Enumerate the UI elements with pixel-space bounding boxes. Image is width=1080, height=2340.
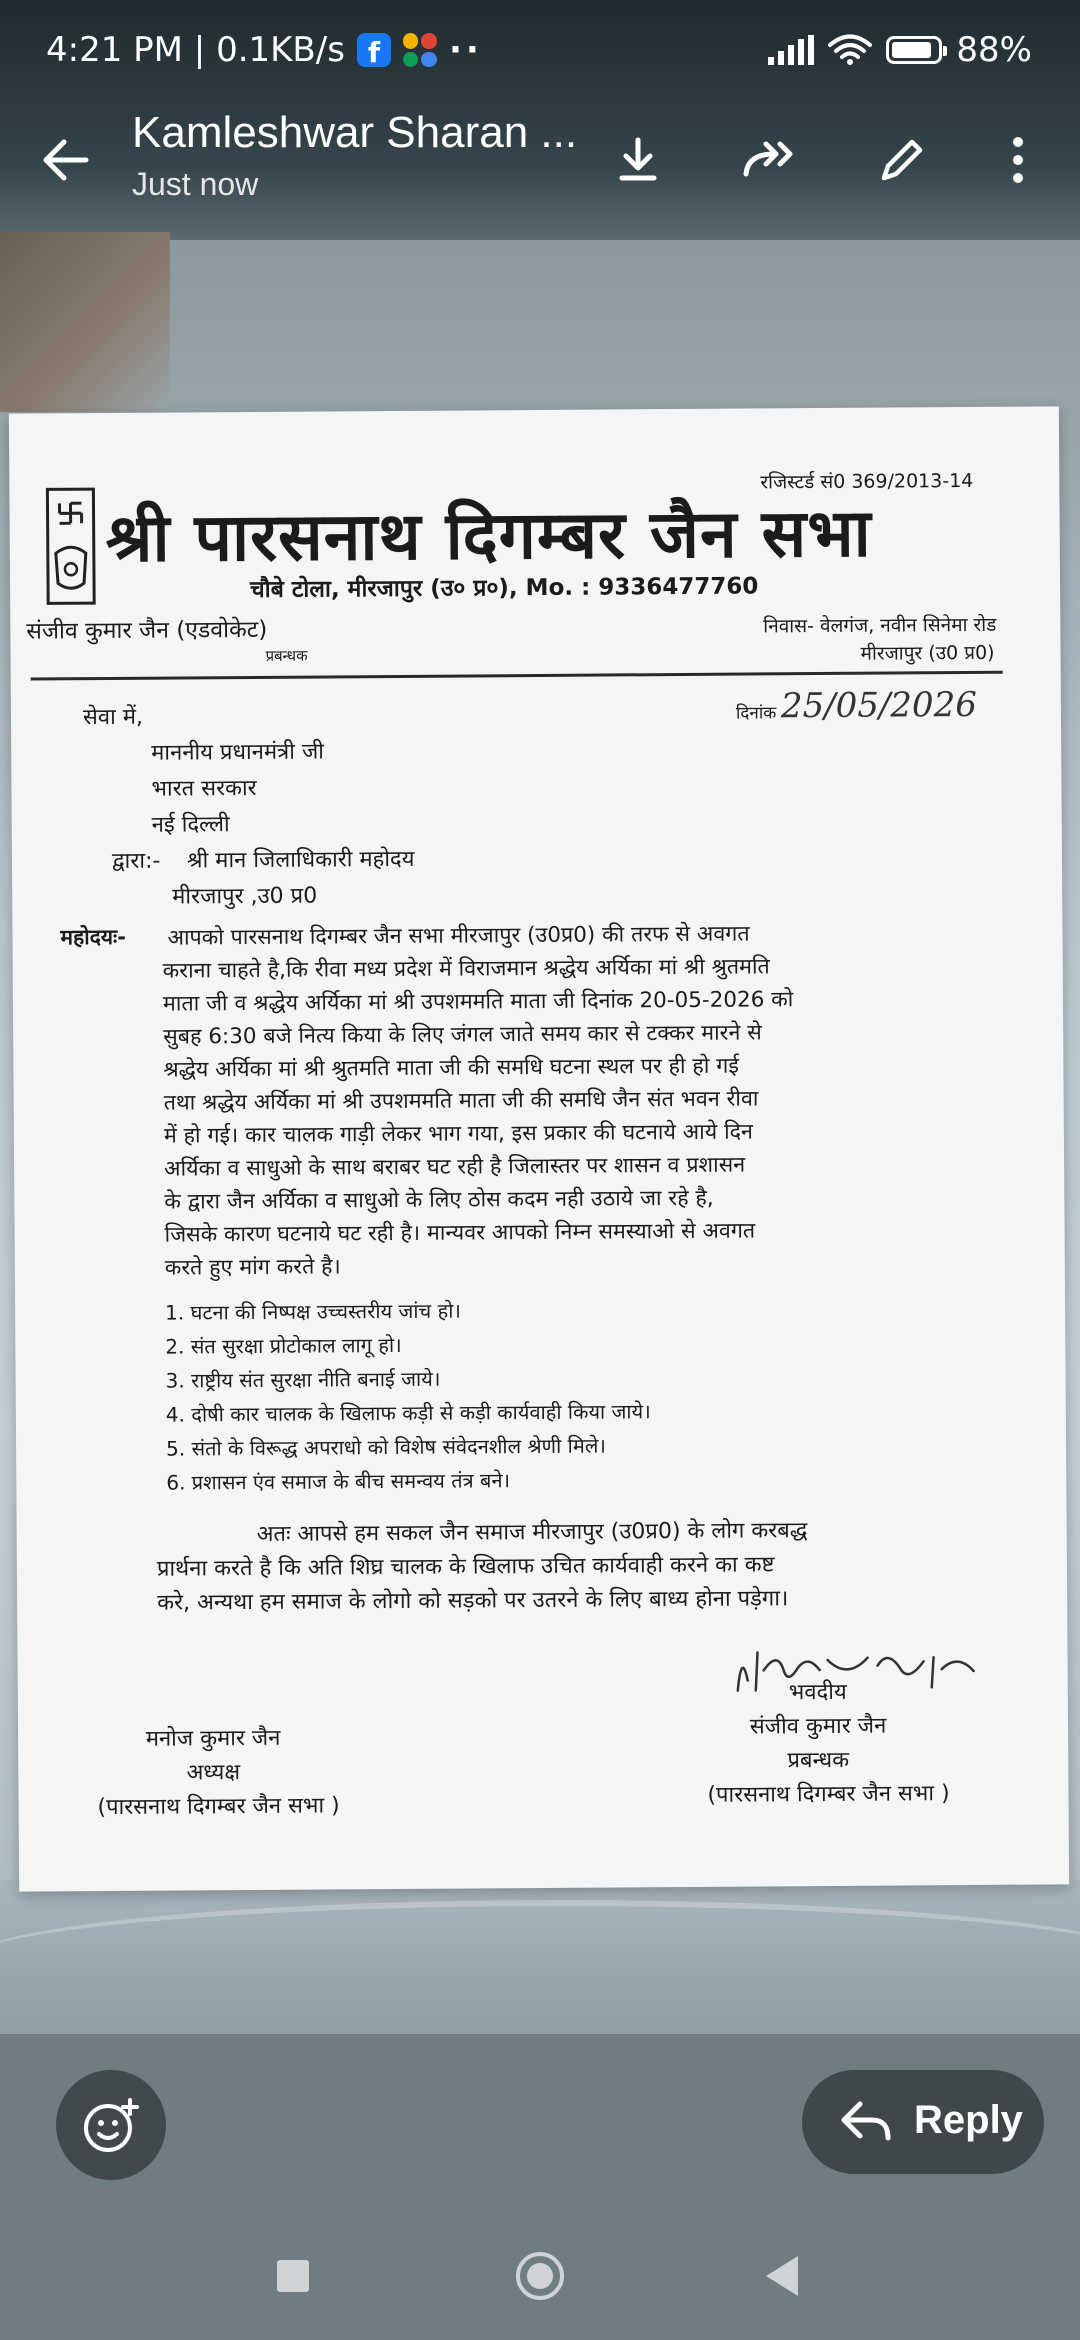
body-line: में हो गई। कार चालक गाड़ी लेकर भाग गया, इस प्रकार की घटनाये आये दिन — [163, 1119, 754, 1149]
body-line: माता जी व श्रद्धेय अर्यिका मां श्री उपशममति माता जी दिनांक 20-05-2026 को — [162, 987, 794, 1017]
date-label: दिनांक — [735, 703, 777, 724]
more-icon[interactable] — [986, 128, 1050, 192]
body-line: करते हुए मांग करते है। — [164, 1254, 341, 1281]
via-label: द्वारा:- — [111, 848, 161, 874]
status-bar — [0, 0, 1080, 100]
via-name: श्री मान जिलाधिकारी महोदय — [186, 846, 415, 874]
demand-point: 5. संतो के विरूद्ध अपराधो को विशेष संवेदनशील श्रेणी मिले। — [165, 1433, 606, 1461]
sender-name: Kamleshwar Sharan ... — [132, 108, 578, 157]
status-left — [46, 30, 483, 70]
react-emoji-button[interactable] — [56, 2070, 166, 2180]
sign-left-line: (पारसनाथ दिगम्बर जैन सभा ) — [97, 1793, 340, 1821]
sign-right-line: (पारसनाथ दिगम्बर जैन सभा ) — [707, 1781, 950, 1808]
sign-right-line: प्रबन्धक — [787, 1747, 850, 1774]
photo-cloth-fold — [0, 1900, 1080, 2026]
body-line: जिसके कारण घटनाये घट रही है। मान्यवर आपको निम्न समस्याओ से अवगत — [164, 1218, 756, 1248]
registration-number: रजिस्टर्ड सं0 369/2013-14 — [760, 469, 974, 494]
residence-address-line-1: निवास- वेलगंज, नवीन सिनेमा रोड — [763, 613, 997, 638]
body-line: सुबह 6:30 बजे नित्य किया के लिए जंगल जाते समय कार से टक्कर मारने से — [163, 1020, 762, 1050]
edit-icon[interactable] — [870, 128, 934, 192]
sign-right-line: संजीव कुमार जैन — [749, 1713, 887, 1740]
forward-icon[interactable] — [738, 128, 802, 192]
closing-line: प्रार्थना करते है कि अति शिघ्र चालक के खिलाफ उचित कार्यवाही करने का कष्ट — [156, 1552, 775, 1582]
recipient-line: नई दिल्ली — [151, 812, 230, 838]
salutation: महोदयः- — [60, 924, 127, 950]
date-handwritten: 25/05/2026 — [780, 684, 978, 727]
reply-button[interactable] — [802, 2070, 1044, 2174]
via-place: मीरजापुर ,उ0 प्र0 — [172, 883, 318, 910]
jain-emblem-icon — [35, 483, 106, 611]
body-line: आपको पारसनाथ दिगम्बर जैन सभा मीरजापुर (उ0प्र0) की तरफ से अवगत — [167, 921, 750, 951]
battery-icon — [886, 36, 942, 64]
viewer-header — [0, 100, 1080, 230]
battery-level-fill — [892, 42, 931, 58]
back-arrow-icon[interactable] — [36, 130, 96, 190]
reply-arrow-icon — [838, 2098, 894, 2146]
demand-point: 2. संत सुरक्षा प्रोटोकाल लागू हो। — [165, 1332, 402, 1359]
system-nav-bar — [0, 2230, 1080, 2340]
demand-point: 4. दोषी कार चालक के खिलाफ कड़ी से कड़ी कार्यवाही किया जाये। — [165, 1399, 651, 1427]
left-officer-role: प्रबन्धक — [265, 646, 308, 665]
sign-right-line: भवदीय — [788, 1679, 847, 1706]
emoji-add-icon — [56, 2070, 166, 2180]
body-line: अर्यिका व साधुओ के साथ बराबर घट रही है जिलास्तर पर शासन व प्रशासन — [164, 1152, 746, 1182]
body-line: के द्वारा जैन अर्यिका व साधुओ के लिए ठोस कदम नही उठाये जा रहे है, — [164, 1185, 714, 1215]
home-icon[interactable] — [514, 2250, 566, 2302]
closing-line: अतः आपसे हम सकल जैन समाज मीरजापुर (उ0प्र0) के लोग करबद्ध — [256, 1518, 808, 1547]
body-line: कराना चाहते है,कि रीवा मध्य प्रदेश में विराजमान श्रद्धेय अर्यिका मां श्री श्रुतमति — [162, 954, 770, 984]
signal-icon — [768, 35, 814, 65]
download-icon[interactable] — [606, 128, 670, 192]
reply-label: Reply — [914, 2098, 1023, 2142]
status-more-dots: ·· — [448, 30, 483, 70]
status-right — [768, 30, 1032, 70]
left-officer-name: संजीव कुमार जैन (एडवोकेट) — [26, 616, 268, 645]
status-time: 4:21 PM | 0.1KB/s — [46, 30, 345, 70]
recipient-line: माननीय प्रधानमंत्री जी — [151, 739, 325, 766]
organization-address: चौबे टोला, मीरजापुर (उ० प्र०), Mo. : 9336477760 — [249, 573, 759, 604]
sign-left-line: मनोज कुमार जैन — [145, 1725, 281, 1752]
closing-line: करे, अन्यथा हम समाज के लोगो को सड़को पर उतरने के लिए बाध्य होना पड़ेगा। — [157, 1586, 789, 1616]
letter-photo — [9, 406, 1069, 1891]
residence-address-line-2: मीरजापुर (उ0 प्र0) — [860, 641, 995, 665]
organization-name: श्री पारसनाथ दिगम्बर जैन सभा — [105, 493, 872, 578]
demand-point: 1. घटना की निष्पक्ष उच्चस्तरीय जांच हो। — [165, 1298, 462, 1325]
body-line: तथा श्रद्धेय अर्यिका मां श्री उपशममति माता जी की समधि जैन संत भवन रीवा — [163, 1086, 759, 1116]
recipient-line: भारत सरकार — [151, 775, 257, 802]
demand-point: 6. प्रशासन एंव समाज के बीच समन्वय तंत्र बने। — [166, 1468, 511, 1495]
recents-icon[interactable] — [277, 2260, 309, 2292]
demand-point: 3. राष्ट्रीय संत सुरक्षा नीति बनाई जाये। — [165, 1366, 441, 1393]
sign-left-line: अध्यक्ष — [186, 1760, 241, 1786]
wifi-icon — [828, 34, 872, 66]
facebook-icon: f — [357, 33, 391, 67]
message-time: Just now — [132, 166, 259, 202]
app-grid-icon — [403, 33, 437, 67]
battery-percent: 88% — [956, 30, 1032, 70]
photo-floor-area — [0, 232, 170, 412]
sewa-mein: सेवा में, — [82, 704, 144, 731]
letterhead-divider — [31, 671, 1003, 681]
back-icon[interactable] — [762, 2252, 802, 2300]
body-line: श्रद्धेय अर्यिका मां श्री श्रुतमति माता जी की समधि घटना स्थल पर ही हो गई — [163, 1053, 739, 1083]
